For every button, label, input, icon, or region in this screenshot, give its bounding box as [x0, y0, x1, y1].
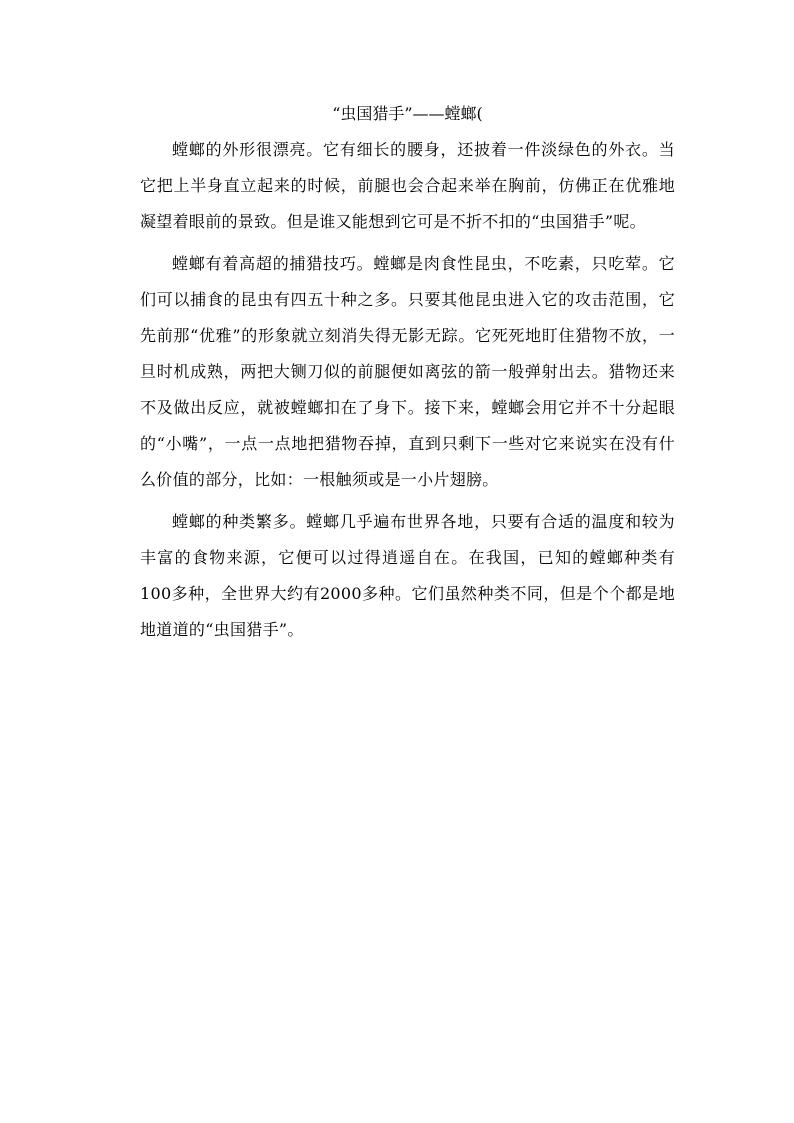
document-body	[140, 102, 675, 654]
paragraph-hunting-skill: 螳螂有着高超的捕猎技巧。螳螂是肉食性昆虫，不吃素，只吃荤。它们可以捕食的昆虫有四五十种之多。只要其他昆虫进入它的攻击范围，它先前那“优雅”的形象就立刻消失得无影无踪。它死死地盯住猎物不放，一旦时机成熟，两把大铡刀似的前腿便如离弦的箭一般弹射出去。猎物还来不及做出反应，就被螳螂扣在了身下。接下来，螳螂会用它并不十分起眼的“小嘴”，一点一点地把猎物吞掉，直到只剩下一些对它来说实在没有什么价值的部分，比如：一根触须或是一小片翅膀。	[140, 254, 675, 489]
paragraph-appearance: 螳螂的外形很漂亮。它有细长的腰身，还披着一件淡绿色的外衣。当它把上半身直立起来的时候，前腿也会合起来举在胸前，仿佛正在优雅地凝望着眼前的景致。但是谁又能想到它可是不折不扣的“虫国猎手”呢。	[140, 140, 675, 231]
document-title: “虫国猎手”——螳螂(	[332, 104, 483, 123]
paragraph-species: 螳螂的种类繁多。螳螂几乎遍布世界各地，只要有合适的温度和较为丰富的食物来源，它便可以过得逍遥自在。在我国，已知的螳螂种类有100多种，全世界大约有2000多种。它们虽然种类不同，但是个个都是地地道道的“虫国猎手”。	[140, 512, 675, 639]
